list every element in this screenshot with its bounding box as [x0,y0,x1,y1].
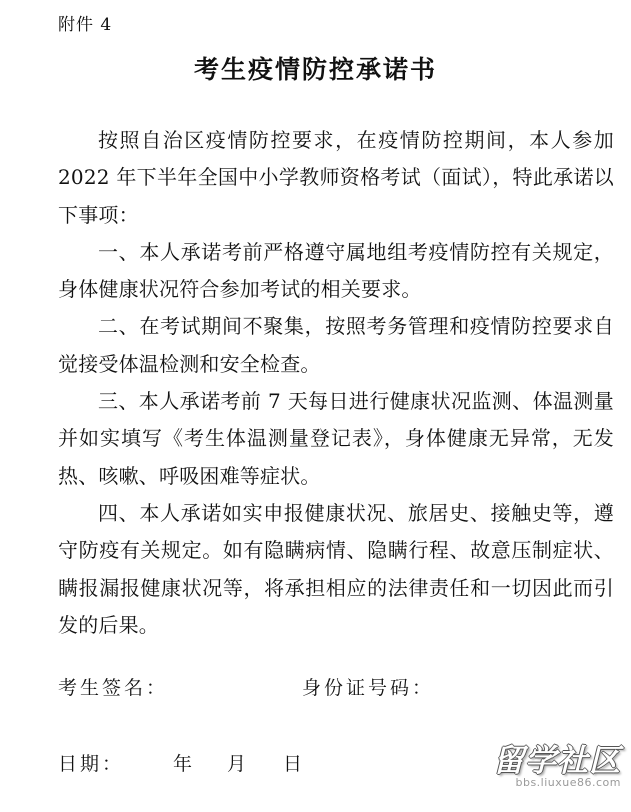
commitment-item-3: 三、本人承诺考前 7 天每日进行健康状况监测、体温测量并如实填写《考生体温测量登记表》，身体健康无异常，无发热、咳嗽、呼吸困难等症状。 [58,389,614,488]
attachment-label: 附件 4 [58,15,113,35]
commitment-body [58,122,614,644]
date-year-label: 年 [173,753,193,775]
watermark-logo [456,735,621,789]
watermark-text: 留学社区 [493,743,621,779]
candidate-signature-label: 考生签名： [58,677,169,699]
date-label: 日期： [58,753,125,775]
watermark-url: bbs.liuxue86.com [515,776,621,789]
commitment-item-4: 四、本人承诺如实申报健康状况、旅居史、接触史等，遵守防疫有关规定。如有隐瞒病情、隐瞒行程、故意压制症状、瞒报漏报健康状况等，将承担相应的法律责任和一切因此而引发的后果。 [58,500,614,637]
commitment-item-1: 一、本人承诺考前严格遵守属地组考疫情防控有关规定，身体健康状况符合参加考试的相关要求。 [58,239,614,302]
date-day-label: 日 [283,753,303,775]
document-title: 考生疫情防控承诺书 [193,55,437,84]
commitment-item-2: 二、在考试期间不聚集，按照考务管理和疫情防控要求自觉接受体温检测和安全检查。 [58,314,614,376]
id-number-label: 身份证号码： [302,677,435,699]
date-month-label: 月 [227,753,247,775]
intro-paragraph: 按照自治区疫情防控要求，在疫情防控期间，本人参加 2022 年下半年全国中小学教师资格考试（面试），特此承诺以下事项： [58,128,614,227]
